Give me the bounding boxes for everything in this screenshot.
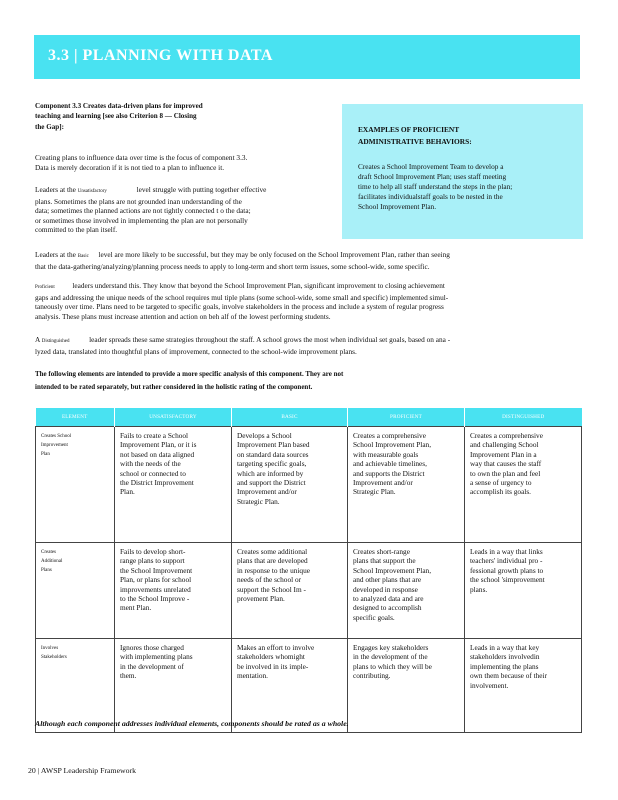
element-line: Creates [41,550,56,555]
proficient-cell [348,427,465,543]
cell-line: contributing. [353,671,391,681]
cell-line: mentation. [237,671,269,681]
cell-line: the District Improvement [120,478,194,488]
header-basic: BASIC [232,408,348,427]
proficient-line: taneously over time. Plans need to be targeted to specific goals, involve stakeholders in the process and include a system of regular progress [35,302,444,312]
component-heading-line: Component 3.3 Creates data-driven plans for improved [35,102,203,110]
note-line: The following elements are intended to provide a more specific analysis of this component. They are not [35,370,344,378]
element-line: Plan [41,452,50,457]
callout-line: time to help all staff understand the steps in the plan; [358,181,513,191]
cell-line: Plan, or plans for school [120,575,192,585]
distinguished-line [35,335,595,347]
basic-cell [232,427,348,543]
cell-line: a sense of urgency to [470,478,532,488]
cell-line: involvement. [470,680,509,690]
level-tag-proficient: Proficient [35,285,55,290]
component-heading-line: teaching and learning [see also Criterion 8 — Closing [35,112,197,121]
page-footer [28,766,136,775]
unsatisfactory-line: plans. Sometimes the plans are not grounded inan understanding of the [35,196,242,206]
element-line: Plans [41,568,52,573]
level-prefix: A [35,335,40,344]
cell-line: on standard data sources [237,449,309,459]
cell-line: specific goals. [353,612,395,622]
cell-line: Fails to develop short- [120,547,186,556]
header-element: ELEMENT [36,408,115,427]
header-unsatisfactory: UNSATISFACTORY [115,408,232,427]
cell-line: Strategic Plan. [237,496,280,506]
cell-line: Improvement Plan, or it is [120,440,197,450]
cell-line: and support the District [237,478,306,488]
proficient-line [35,281,595,293]
cell-line: support the School Im - [237,584,306,594]
header-distinguished: DISTINGUISHED [465,408,582,427]
cell-line: Improvement and/or [237,487,297,497]
basic-text: level are more likely to be successful, but they may be only focused on the School Improvement Plan, rather than seeing [98,250,450,259]
callout-line: draft School Improvement Plan; uses staff meeting [358,171,507,181]
callout-body [358,162,573,212]
cell-line: with measurable goals [353,449,419,459]
table-row [36,427,582,543]
page-number: 20 [28,766,36,775]
callout-line: School Improvement Plan. [358,201,437,211]
element-cell [36,427,115,543]
cell-line: range plans to support [120,556,185,566]
cell-line: and challenging School [470,440,539,450]
proficient-text: leaders understand this. They know that beyond the School Improvement Plan, significant improvement to closing achievement [72,281,445,290]
table-header-row [36,408,582,427]
rubric-table [35,408,582,733]
cell-line: stakeholders involvedin [470,652,540,662]
cell-line: the school 'simprovement [470,575,545,585]
callout-heading-line: EXAMPLES OF PROFICIENT [358,125,460,134]
cell-line: improvements unrelated [120,584,191,594]
intro-paragraph [35,153,335,172]
element-line: Creates School [41,434,72,439]
callout-line: facilitates individualstaff goals to be nested in the [358,191,503,201]
cell-line: ment Plan. [120,603,152,613]
cell-line: in the development of the [353,652,428,662]
unsatisfactory-line [35,185,335,197]
section-title: 3.3 | PLANNING WITH DATA [48,47,273,64]
cell-line: school or connected to [120,468,186,478]
distinguished-line: lyzed data, translated into thoughtful plans of improvement, connected to the school-wide improvement plans. [35,346,357,356]
closing-statement: Although each component addresses individual elements, components should be rated as a whole. [35,719,349,728]
cell-line: Ignores those charged [120,643,184,652]
cell-line: plans that support the [353,556,416,566]
cell-line: targeting specific goals, [237,459,307,469]
cell-line: provement Plan. [237,594,285,604]
examples-callout [342,104,583,239]
cell-line: Improvement Plan based [237,440,310,450]
cell-line: implementing the plans [470,661,539,671]
cell-line: Creates a comprehensive [353,431,426,440]
level-prefix: Leaders at the [35,250,76,259]
unsatisfactory-cell [115,427,232,543]
basic-paragraph [35,250,595,271]
distinguished-paragraph [35,335,595,356]
unsatisfactory-text: level struggle with putting together effective [136,185,267,194]
cell-line: to analyzed data and are [353,594,424,604]
cell-line: them. [120,671,137,681]
level-tag-distinguished: Distinguished [41,339,70,344]
cell-line: fessional growth plans to [470,565,544,575]
cell-line: Improvement Plan in a [470,449,537,459]
distinguished-cell [465,543,582,639]
cell-line: Improvement and/or [353,478,413,488]
section-banner [34,35,580,79]
unsatisfactory-line: or sometimes those involved in implementing the plan are not personally [35,215,248,225]
callout-line: Creates a School Improvement Team to develop a [358,162,504,171]
cell-line: to own the plan and feel [470,468,541,478]
cell-line: with the needs of the [120,459,181,469]
footer-title: AWSP Leadership Framework [40,766,137,775]
cell-line: teachers' individual pro - [470,556,543,566]
basic-line [35,250,595,262]
cell-line: own them because of their [470,671,547,681]
element-line: Involves [41,646,59,651]
cell-line: developed in response [353,584,418,594]
cell-line: in response to the unique [237,565,310,575]
component-heading [35,101,265,132]
distinguished-cell [465,427,582,543]
cell-line: Plan. [120,487,135,497]
elements-note [35,368,595,393]
unsatisfactory-line: data; sometimes the planned actions are not tightly connected t o the data; [35,206,251,216]
unsatisfactory-paragraph [35,185,335,235]
cell-line: not based on data aligned [120,449,195,459]
cell-line: and achievable timelines, [353,459,427,469]
cell-line: to the School Improve - [120,594,190,604]
cell-line: needs of the school or [237,575,302,585]
cell-line: Fails to create a School [120,431,189,440]
element-line: Stakeholders [41,655,67,660]
cell-line: plans to which they will be [353,661,432,671]
cell-line: Makes an effort to involve [237,643,315,652]
cell-line: Develops a School [237,431,292,440]
cell-line: and supports the District [353,468,425,478]
callout-heading [358,124,558,148]
table-row [36,543,582,639]
element-line: Additional [41,559,63,564]
level-tag-basic: Basic [77,254,89,259]
intro-line: Data is merely decoration if it is not tied to a plan to influence it. [35,162,225,172]
cell-line: Creates short-range [353,547,410,556]
cell-line: plans. [470,584,488,594]
cell-line: with implementing plans [120,652,193,662]
proficient-paragraph [35,281,595,321]
unsatisfactory-line: committed to the plan itself. [35,225,118,235]
component-heading-line: the Gap]: [35,122,64,131]
basic-line: that the data-gathering/analyzing/planning process needs to apply to long-term and short term issues, some school-wide, some specific. [35,261,430,271]
cell-line: Strategic Plan. [353,487,396,497]
note-line: intended to be rated separately, but rather considered in the holistic rating of the component. [35,382,313,391]
cell-line: the School Improvement [120,565,193,575]
cell-line: School Improvement Plan, [353,440,432,450]
cell-line: be involved in its imple- [237,661,309,671]
footer-separator: | [37,766,40,775]
intro-line: Creating plans to influence data over time is the focus of component 3.3. [35,153,248,162]
level-tag-unsatisfactory: Unsatisfactory [77,189,107,194]
proficient-line: gaps and addressing the unique needs of the school requires mul tiple plans (some school-wide, some small and specific) implemented simul- [35,292,449,302]
callout-heading-line: ADMINISTRATIVE BEHAVIORS: [358,137,472,146]
cell-line: plans that are developed [237,556,308,566]
cell-line: Creates a comprehensive [470,431,543,440]
element-cell [36,543,115,639]
cell-line: designed to accomplish [353,603,422,613]
cell-line: Creates some additional [237,547,308,556]
proficient-line: analysis. These plans must increase attention and action on beh alf of the lowest performing students. [35,311,331,321]
cell-line: way that causes the staff [470,459,542,469]
cell-line: School Improvement Plan, [353,565,432,575]
cell-line: stakeholders whomight [237,652,305,662]
proficient-cell [348,543,465,639]
level-prefix: Leaders at the [35,185,76,194]
cell-line: and other plans that are [353,575,422,585]
cell-line: accomplish its goals. [470,487,532,497]
element-line: Improvement [41,443,68,448]
cell-line: Leads in a way that key [470,643,540,652]
cell-line: in the development of [120,661,184,671]
cell-line: Leads in a way that links [470,547,543,556]
cell-line: which are informed by [237,468,304,478]
distinguished-text: leader spreads these same strategies throughout the staff. A school grows the most when individual set goals, based on ana - [89,335,451,344]
header-proficient: PROFICIENT [348,408,465,427]
basic-cell [232,543,348,639]
cell-line: Engages key stakeholders [353,643,429,652]
unsatisfactory-cell [115,543,232,639]
